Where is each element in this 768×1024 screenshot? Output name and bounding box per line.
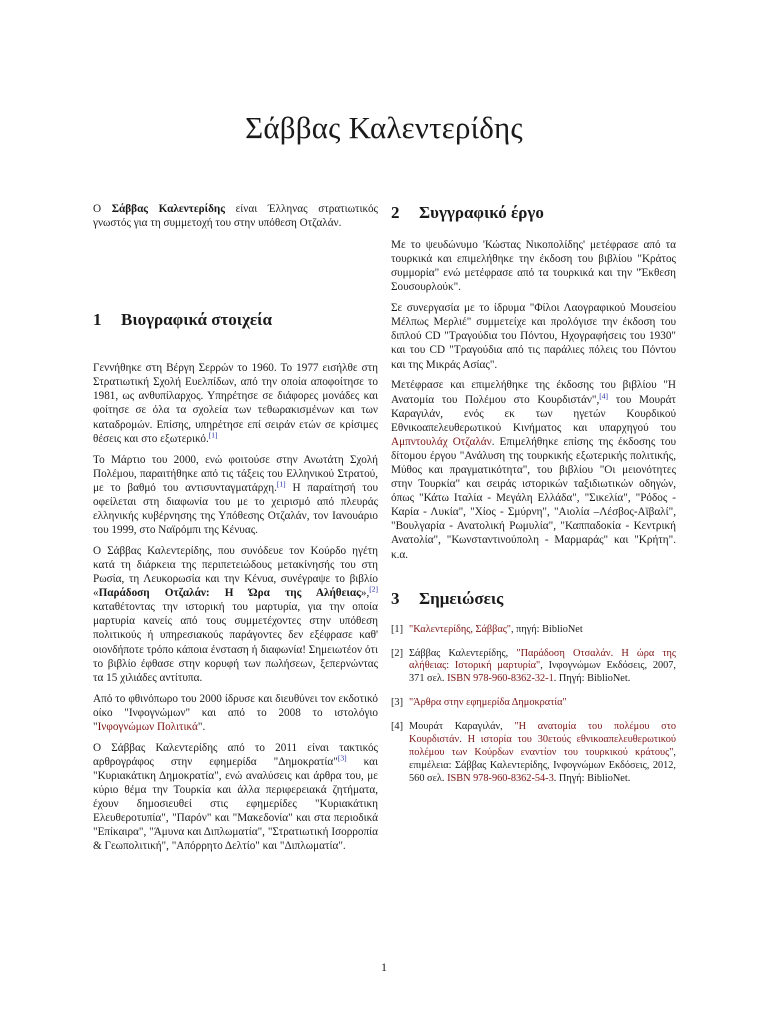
- biography-paragraph-4: Από το φθινόπωρο του 2000 ίδρυσε και διευθύνει τον εκδοτικό οίκο "Ινφογνώμων" και από το 2008 το ιστολόγιο "Ινφογνώμων Πολιτικά".: [93, 692, 378, 733]
- works-paragraph-1: Με το ψευδώνυμο 'Κώστας Νικοπολίδης' μετέφρασε από τα τουρκικά και επιμελήθηκε την έκδοση του βιβλίου "Κράτος συμμορία" ενώ μετέφρασε από τα τουρκικά και την "Έκθεση Σουσουρλούκ".: [391, 239, 676, 294]
- page-title: Σάββας Καλεντερίδης: [245, 110, 523, 145]
- isbn-link[interactable]: ISBN 978-960-8362-54-3: [447, 772, 554, 784]
- reference-number: [3]: [391, 697, 404, 709]
- blog-link[interactable]: Ινφογνώμων Πολιτικά: [97, 720, 198, 733]
- footnote-link[interactable]: [2]: [369, 584, 378, 594]
- reference-number: [1]: [391, 623, 404, 635]
- reference-number: [4]: [391, 721, 404, 733]
- reference-link[interactable]: "Παράδοση Οτσαλάν. Η ώρα της αλήθειας: Ιστορική μαρτυρία": [409, 647, 676, 672]
- biography-paragraph-1: Γεννήθηκε στη Βέργη Σερρών το 1960. Το 1977 εισήλθε στη Στρατιωτική Σχολή Ευελπίδων, από την οποία αποφοίτησε το 1981, ως ανθυπίλαρχος. Υπηρέτησε σε διάφορες μονάδες και φοίτησε σε όλα τα σχολεία των τεθωρακισμένων και των καταδρομών. Επίσης, υπηρέτησε επί σειράν ετών σε κρίσιμες θέσεις και στο εξωτερικό.[1]: [93, 362, 378, 445]
- section-heading-biography: [93, 309, 378, 331]
- left-column: [93, 202, 378, 860]
- works-paragraph-2: Σε συνεργασία με το ίδρυμα "Φίλοι Λαογραφικού Μουσείου Μέλπως Μερλιέ" συμμετείχε και προλόγισε την έκδοση του διπλού CD "Τραγούδια του Πόντου, Ηχογραφήσεις του 1930" και του CD "Τραγούδια από τις παράλιες πόλεις του Πόντου και της Μικράς Ασίας".: [391, 302, 676, 371]
- footnote-link[interactable]: [4]: [599, 390, 609, 400]
- section-title: Σημειώσεις: [419, 588, 504, 608]
- reference-item: [1] "Καλεντερίδης, Σάββας", πηγή: BiblioNet: [391, 623, 583, 635]
- intro-name: Σάββας Καλεντερίδης: [111, 203, 225, 215]
- reference-link[interactable]: "Άρθρα στην εφημερίδα Δημοκρατία": [409, 697, 567, 709]
- biography-paragraph-3: Ο Σάββας Καλεντερίδης, που συνόδευε τον Κούρδο ηγέτη κατά τη διάρκεια της περιπετειώδους μετακίνησής του στη Ρωσία, τη Λευκορωσία και την Κένυα, συνέγραψε το βιβλίο «Παράδοση Οτζαλάν: Η Ώρα της Αλήθειας»,[2] καταθέτοντας την ιστορική του μαρτυρία, για την οποία μαρτυρία κανείς από τους συμμετέχοντες στην υπόθεση πολιτικούς ή υπηρεσιακούς παράγοντες δεν εξέφρασε καθ' οιονδήποτε τρόπο κάποια ένσταση ή διαφωνία! Σημειωτέον ότι το βιβλίο έφθασε στην κορυφή των πωλήσεων, ξεπερνώντας τα 15 χιλιάδες αντίτυπα.: [93, 544, 378, 684]
- section-heading-works: [391, 202, 676, 224]
- section-number: 3: [391, 588, 400, 608]
- ocalan-link[interactable]: Αμπντουλάχ Οτζαλάν: [391, 435, 492, 448]
- book-title: Παράδοση Οτζαλάν: Η Ώρα της Αλήθειας: [98, 587, 361, 600]
- section-heading-notes: [391, 588, 676, 610]
- reference-link[interactable]: "Η ανατομία του πολέμου στο Κουρδιστάν. Η ιστορία του 30ετούς εθνικοαπελευθερωτικού πολέμου των Κούρδων εναντίον του τουρκικού κράτους": [409, 721, 676, 758]
- footnote-link[interactable]: [1]: [276, 479, 286, 488]
- footnote-link[interactable]: [1]: [208, 429, 218, 439]
- intro-paragraph: Ο Σάββας Καλεντερίδης είναι Έλληνας στρατιωτικός γνωστός για τη συμμετοχή του στην υπόθεση Οτζαλάν.: [93, 203, 378, 230]
- section-number: 2: [391, 203, 400, 222]
- reference-item: [4] Μουράτ Καραγιλάν, "Η ανατομία του πολέμου στο Κουρδιστάν. Η ιστορία του 30ετούς εθνικοαπελευθερωτικού πολέμου των Κούρδων εναντίον του τουρκικού κράτους", επιμέλεια: Σάββας Καλεντερίδης, Ινφογνώμων Εκδόσεις, 2012, 560 σελ. ISBN 978-960-8362-54-3. Πηγή: BiblioNet.: [391, 721, 676, 784]
- biography-paragraph-5: Ο Σάββας Καλεντερίδης από το 2011 είναι τακτικός αρθρογράφος στην εφημερίδα "Δημοκρατία"[3] και "Κυριακάτικη Δημοκρατία", ενώ αναλύσεις και άρθρα του, με κύριο θέμα την Τουρκία και άλλα περιφερειακά ζητήματα, έχουν δημοσιευθεί στις εφημερίδες "Κυριακάτικη Ελευθεροτυπία", "Παρόν" και "Μακεδονία" και στα περιοδικά "Επίκαιρα", "Άμυνα και Διπλωματία", "Στρατιωτική Ισορροπία & Γεωπολιτική", "Απόρρητο Δελτίο" και "Διπλωματία".: [93, 741, 378, 853]
- reference-link[interactable]: "Καλεντερίδης, Σάββας": [409, 623, 512, 635]
- references-list: [391, 624, 676, 786]
- reference-item: [2] Σάββας Καλεντερίδης, "Παράδοση Οτσαλάν. Η ώρα της αλήθειας: Ιστορική μαρτυρία", Ινφογνώμων Εκδόσεις, 2007, 371 σελ. ISBN 978-960-8362-32-1. Πηγή: BiblioNet.: [391, 647, 676, 685]
- biography-paragraph-2: Το Μάρτιο του 2000, ενώ φοιτούσε στην Ανωτάτη Σχολή Πολέμου, παραιτήθηκε από τις τάξεις του Ελληνικού Στρατού, με το βαθμό του αντισυνταγματάρχη.[1] Η παραίτησή του οφείλεται στη διαφωνία του με το χειρισμό από πλευράς ελληνικής κυβέρνησης της Υπόθεσης Οτζαλάν, τον Ιανουάριο του 1999, στο Ναϊρόμπι της Κένυας.: [93, 453, 378, 537]
- section-title: Συγγραφικό έργο: [419, 203, 544, 222]
- page-number: 1: [381, 960, 387, 974]
- isbn-link[interactable]: ISBN 978-960-8362-32-1: [447, 673, 554, 685]
- works-paragraph-3: Μετέφρασε και επιμελήθηκε της έκδοσης του βιβλίου "Η Ανατομία του Πολέμου στο Κουρδιστάν",[4] του Μουράτ Καραγιλάν, ενός εκ των ηγετών Κουρδικού Εθνικοαπελευθερωτικού Κινήματος και υπαρχηγού του Αμπντουλάχ Οτζαλάν. Επιμελήθηκε επίσης της έκδοσης του δίτομου έργου "Ανάλυση της τουρκικής εξωτερικής πολιτικής, Μύθος και πραγματικότητα", του βιβλίου "Οι μειονότητες στην Τουρκία" και σειράς ιστορικών ταξιδιωτικών οδηγών, όπως "Κάτω Ιταλία - Μεγάλη Ελλάδα", "Σικελία", "Ρόδος - Καρία - Λυκία", "Χίος - Σμύρνη", "Αιολία –Λέσβος-Αϊβαλί", "Βουλγαρία - Ανατολική Ρωμυλία", "Καππαδοκία - Κεντρική Ανατολία", "Κωνσταντινούπολη - Μαρμαράς" και "Κρήτη". κ.α.: [391, 379, 676, 561]
- reference-number: [2]: [391, 647, 404, 659]
- footnote-link[interactable]: [3]: [337, 753, 347, 763]
- section-number: 1: [93, 310, 102, 330]
- right-column: [391, 202, 676, 797]
- reference-item: [391, 697, 676, 710]
- section-title: Βιογραφικά στοιχεία: [121, 310, 272, 330]
